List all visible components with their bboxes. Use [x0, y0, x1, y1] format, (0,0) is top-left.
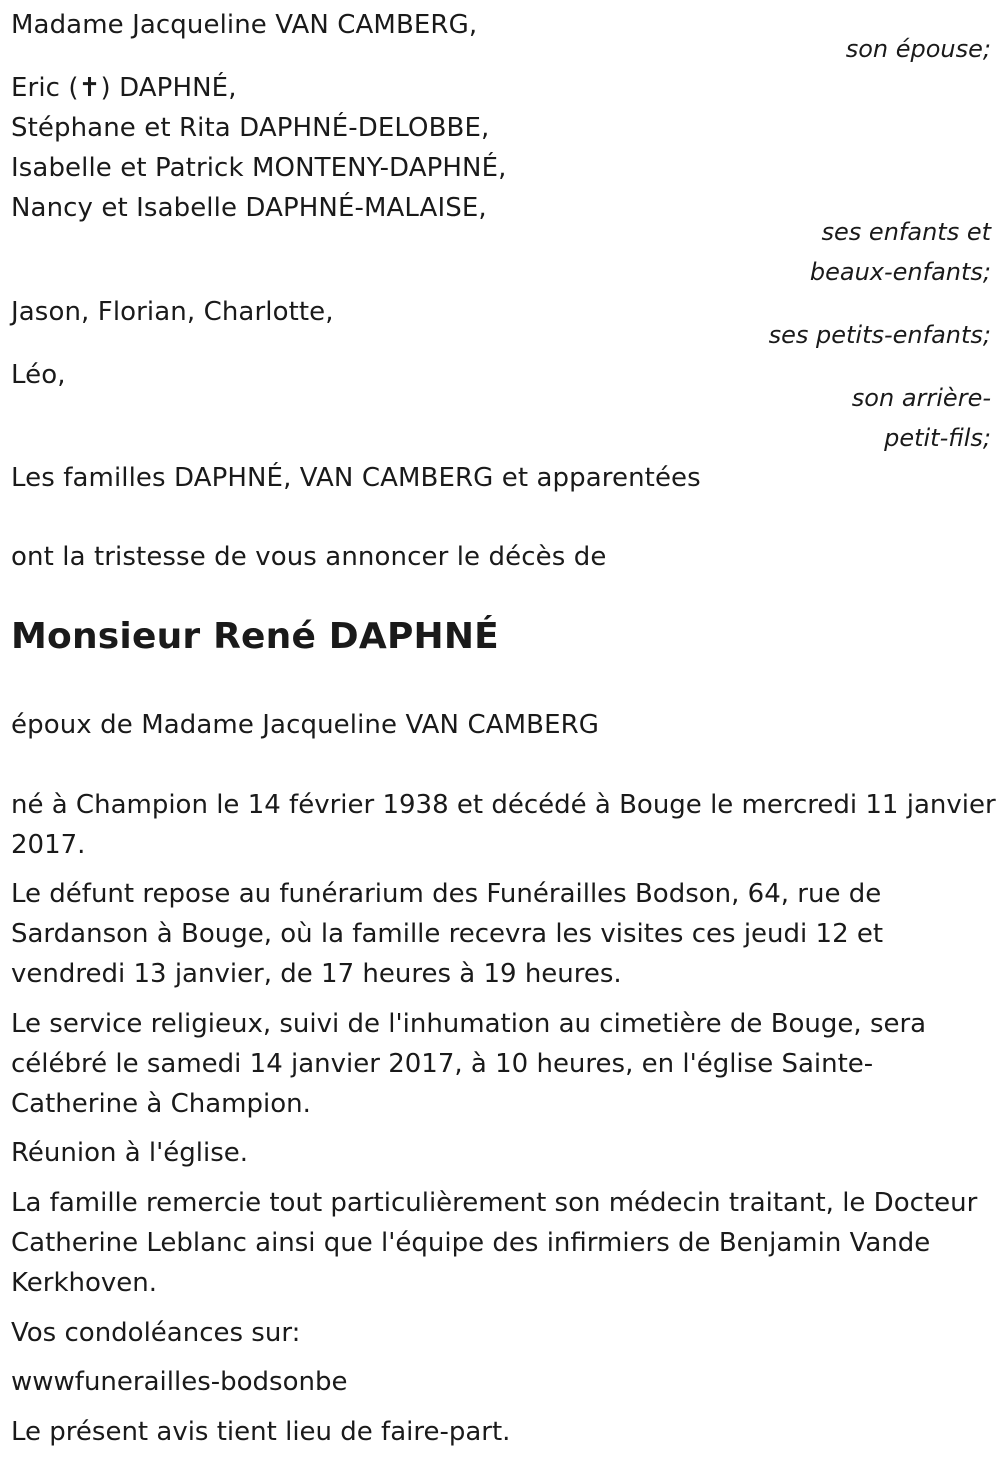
great-grandchild-relation-line-1: son arrière- — [851, 384, 991, 412]
great-grandchild-name: Léo, — [11, 360, 66, 390]
child-line-1: Eric (✝) DAPHNÉ, — [11, 73, 237, 103]
meeting-paragraph: Réunion à l'église. — [11, 1138, 249, 1168]
spouse-name: Madame Jacqueline VAN CAMBERG, — [11, 10, 478, 40]
visitation-paragraph: Le défunt repose au funérarium des Funérailles Bodson, 64, rue de Sardanson à Bouge, où la famille recevra les visites ces jeudi 12 et vendredi 13 janvier, de 17 heures à 19 heures. — [11, 879, 884, 989]
birth-death-paragraph: né à Champion le 14 février 1938 et décédé à Bouge le mercredi 11 janvier 2017. — [11, 790, 996, 860]
spouse-relation: son épouse; — [845, 35, 991, 63]
child-line-3: Isabelle et Patrick MONTENY-DAPHNÉ, — [11, 153, 507, 183]
deceased-name: Monsieur René DAPHNÉ — [11, 616, 499, 657]
condolences-label: Vos condoléances sur: — [11, 1318, 301, 1348]
child-line-4: Nancy et Isabelle DAPHNÉ-MALAISE, — [11, 193, 487, 223]
grandchildren-names: Jason, Florian, Charlotte, — [11, 297, 334, 327]
condolences-website: wwwfunerailles-bodsonbe — [11, 1367, 348, 1397]
grandchildren-relation: ses petits-enfants; — [768, 321, 991, 349]
closing-note: Le présent avis tient lieu de faire-part. — [11, 1417, 511, 1447]
thanks-paragraph: La famille remercie tout particulièrement son médecin traitant, le Docteur Catherine Leblanc ainsi que l'équipe des infirmiers de Benjamin Vande Kerkhoven. — [11, 1188, 978, 1298]
families-line: Les familles DAPHNÉ, VAN CAMBERG et apparentées — [11, 463, 701, 493]
great-grandchild-relation-line-2: petit-fils; — [884, 424, 991, 452]
children-relation-line-2: beaux-enfants; — [809, 258, 991, 286]
announcement-text: ont la tristesse de vous annoncer le décès de — [11, 542, 607, 572]
service-paragraph: Le service religieux, suivi de l'inhumation au cimetière de Bouge, sera célébré le samedi 14 janvier 2017, à 10 heures, en l'église Sainte-Catherine à Champion. — [11, 1009, 927, 1119]
child-line-2: Stéphane et Rita DAPHNÉ-DELOBBE, — [11, 113, 490, 143]
spouse-of-line: époux de Madame Jacqueline VAN CAMBERG — [11, 710, 600, 740]
children-relation-line-1: ses enfants et — [821, 218, 991, 246]
